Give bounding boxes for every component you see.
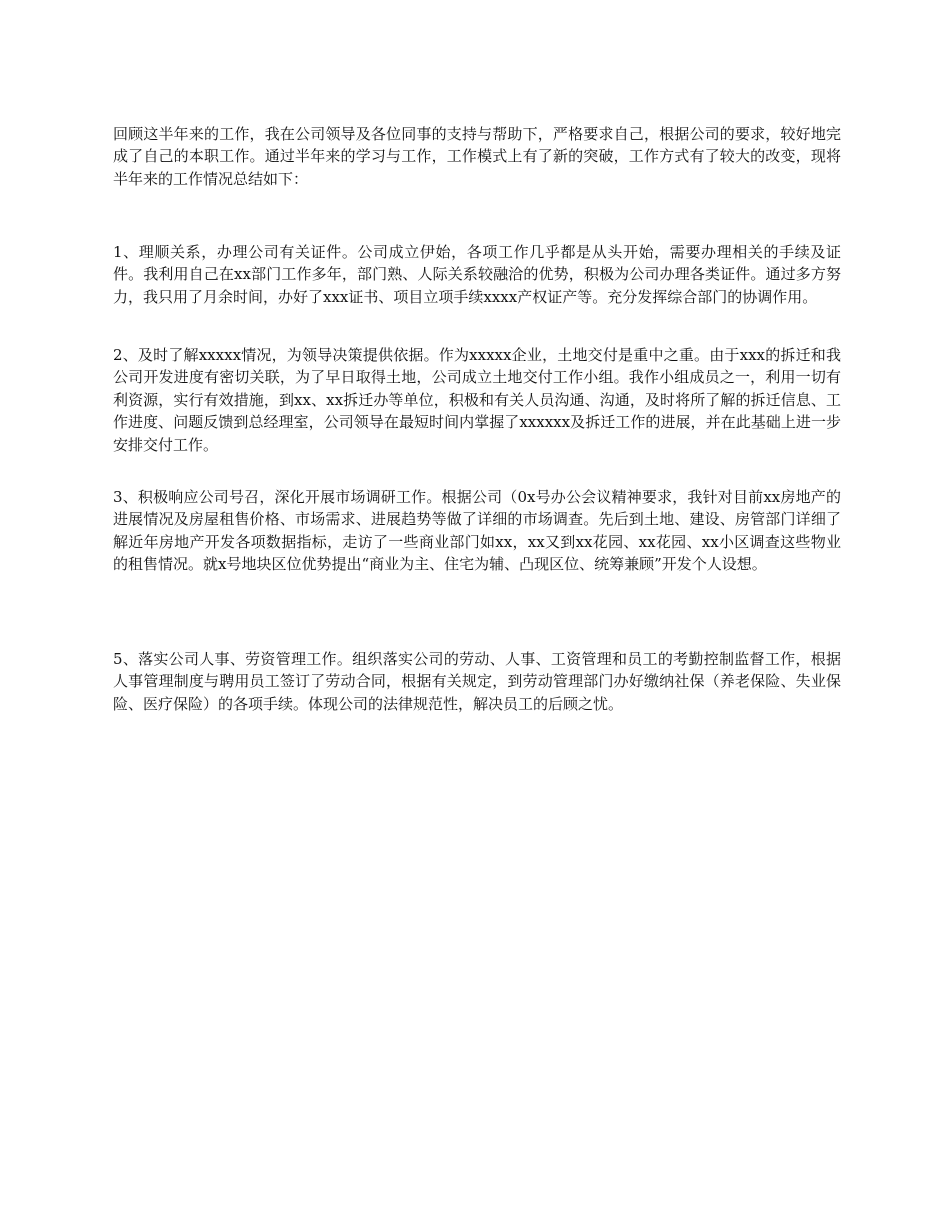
paragraph-item-3: 3、积极响应公司号召，深化开展市场调研工作。根据公司（0x号办公会议精神要求，我针对目前xx房地产的进展情况及房屋租售价格、市场需求、进展趋势等做了详细的市场调查。先后到土地、建设、房管部门详细了解近年房地产开发各项数据指标，走访了一些商业部门如xx，xx又到xx花园、xx花园、xx小区调查这些物业的租售情况。就x号地块区位优势提出“商业为主、住宅为辅、凸现区位、统筹兼顾”开发个人设想。	[113, 488, 841, 574]
intro-paragraph: 回顾这半年来的工作，我在公司领导及各位同事的支持与帮助下，严格要求自己，根据公司的要求，较好地完成了自己的本职工作。通过半年来的学习与工作，工作模式上有了新的突破，工作方式有了较大的改变，现将半年来的工作情况总结如下：	[113, 125, 841, 188]
paragraph-item-1: 1、理顺关系，办理公司有关证件。公司成立伊始，各项工作几乎都是从头开始，需要办理相关的手续及证件。我利用自己在xx部门工作多年，部门熟、人际关系较融洽的优势，积极为公司办理各类证件。通过多方努力，我只用了月余时间，办好了xxx证书、项目立项手续xxxx产权证产等。充分发挥综合部门的协调作用。	[113, 243, 841, 306]
paragraph-item-2: 2、及时了解xxxxx情况，为领导决策提供依据。作为xxxxx企业，土地交付是重中之重。由于xxx的拆迁和我公司开发进度有密切关联，为了早日取得土地，公司成立土地交付工作小组。我作小组成员之一，利用一切有利资源，实行有效措施，到xx、xx拆迁办等单位，积极和有关人员沟通、沟通，及时将所了解的拆迁信息、工作进度、问题反馈到总经理室，公司领导在最短时间内掌握了xxxxxx及拆迁工作的进展，并在此基础上进一步安排交付工作。	[113, 346, 841, 454]
paragraph-item-5: 5、落实公司人事、劳资管理工作。组织落实公司的劳动、人事、工资管理和员工的考勤控制监督工作，根据人事管理制度与聘用员工签订了劳动合同，根据有关规定，到劳动管理部门办好缴纳社保（养老保险、失业保险、医疗保险）的各项手续。体现公司的法律规范性，解决员工的后顾之忧。	[113, 650, 841, 713]
